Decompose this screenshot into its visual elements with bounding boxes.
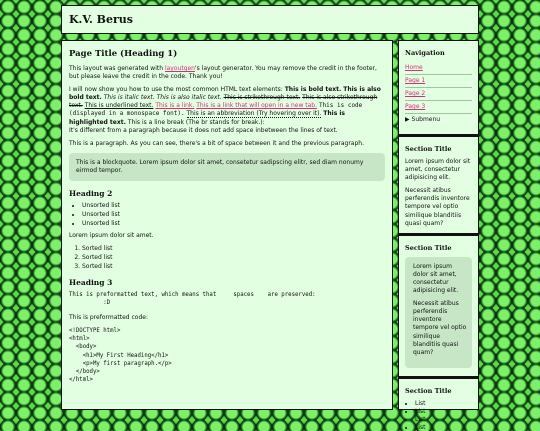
layoutgen-link[interactable]: layoutgen [164, 65, 195, 72]
section-divider [399, 233, 478, 236]
italic-text: This is italic text. [103, 94, 155, 102]
section-text: Necessit atibus perferendis inventore tempore vel optio similique blanditiis quasi quam? [413, 300, 467, 356]
list-item: • List [415, 416, 472, 423]
example-link[interactable]: This is a link. [155, 102, 195, 110]
strikethrough-text: This is strikethrough text. [223, 94, 301, 102]
bold-text-2: This is also bold text. [69, 86, 381, 102]
list-item: • Unsorted list [82, 202, 385, 209]
heading-3: Heading 3 [69, 278, 113, 288]
italic-text-2: This is also italic text. [156, 94, 222, 102]
new-tab-link[interactable]: This is a link that will open in a new tab. [196, 102, 318, 110]
nav-link-page-1[interactable]: Page 1 [405, 77, 426, 84]
list-item: • List [415, 424, 472, 431]
list-item: 1. Sorted list [82, 245, 385, 252]
page-title: Page Title (Heading 1) [69, 49, 178, 59]
intro-text-pre: This layout was generated with [69, 65, 165, 72]
list-item: 2. Sorted list [82, 254, 385, 261]
preformatted-text: This is preformatted text, which means that spaces are preserved: :D [69, 292, 316, 307]
sorted-list [69, 245, 385, 270]
nav-item-submenu[interactable]: ▶ Submenu [405, 116, 441, 123]
code-block: <!DOCTYPE html> <html> <body> <h1>My First Heading</h1> <p>My first paragraph.</p> </body> </html> [69, 327, 172, 384]
highlighted-text: This is highlighted text. [69, 110, 345, 126]
strikethrough-text-2: This is also strikethrough text. [69, 94, 378, 110]
section-divider [399, 134, 478, 137]
abbreviation-text[interactable]: This is an abbreviation (Try hovering over it). [186, 110, 322, 118]
section-text: Lorem ipsum dolor sit amet, consectetur adipisicing elit. [413, 262, 459, 295]
list-item: • List [415, 408, 472, 415]
after-break-text: It's different from a paragraph because it does not add space inbetween the lines of text. [69, 126, 338, 134]
lorem-paragraph: Lorem ipsum dolor sit amet. [69, 232, 154, 240]
intro-text-post: 's layout generator. You may remove the credit in the footer, but please leave the credit in the code. Thank you! [69, 65, 377, 81]
nav-link-page-2[interactable]: Page 2 [405, 90, 426, 97]
section-box [405, 257, 472, 368]
sidebar [398, 40, 479, 431]
section-divider [399, 376, 478, 379]
text-elements-paragraph [69, 86, 385, 135]
section-text: Necessit atibus perferendis inventore tempore vel optio similique blanditiis quasi quam? [405, 187, 470, 227]
nav-link-home[interactable]: Home [405, 64, 423, 71]
preformatted-code-label: This is preformatted code: [69, 313, 148, 321]
navigation-title: Navigation [405, 49, 445, 57]
bold-text: This is bold text. [284, 86, 342, 94]
site-title: K.V. Berus [69, 13, 133, 26]
list-item: • Unsorted list [82, 211, 385, 218]
site-header [61, 5, 479, 34]
paragraph: This is a paragraph. As you can see, there's a bit of space between it and the previous paragraph. [69, 139, 364, 147]
list-item: 3. Sorted list [82, 263, 385, 270]
list-item: • Unsorted list [82, 220, 385, 227]
blockquote: This is a blockquote. Lorem ipsum dolor sit amet, consetetur sadipscing elitr, sed diam nonumy eirmod tempor. [69, 153, 385, 181]
nav-item-page-1 [405, 75, 472, 88]
nav-item-page-3 [405, 101, 472, 114]
intro-paragraph [69, 65, 385, 81]
section-title: Section Title [405, 145, 452, 153]
sidebar-list [405, 400, 472, 431]
section-title: Section Title [405, 243, 452, 252]
nav-item-page-2 [405, 88, 472, 101]
nav-item-home [405, 62, 472, 75]
list-item: • List [415, 400, 472, 407]
elements-intro: I will now show you how to use the most common HTML text elements: [69, 86, 285, 94]
navigation-menu [405, 62, 472, 126]
nav-link-page-3[interactable]: Page 3 [405, 103, 426, 110]
code-text: This is code (displayed in a monospace font). [69, 102, 363, 118]
heading-2: Heading 2 [69, 189, 113, 199]
section-text: Lorem ipsum dolor sit amet, consectetur adipisicing elit. [405, 158, 471, 182]
line-break-text: This is a line break (The br stands for break.): [127, 118, 265, 126]
section-title: Section Title [405, 386, 452, 395]
main-content [61, 40, 393, 410]
underlined-text: This is underlined text. [84, 102, 154, 110]
unsorted-list [69, 202, 385, 227]
